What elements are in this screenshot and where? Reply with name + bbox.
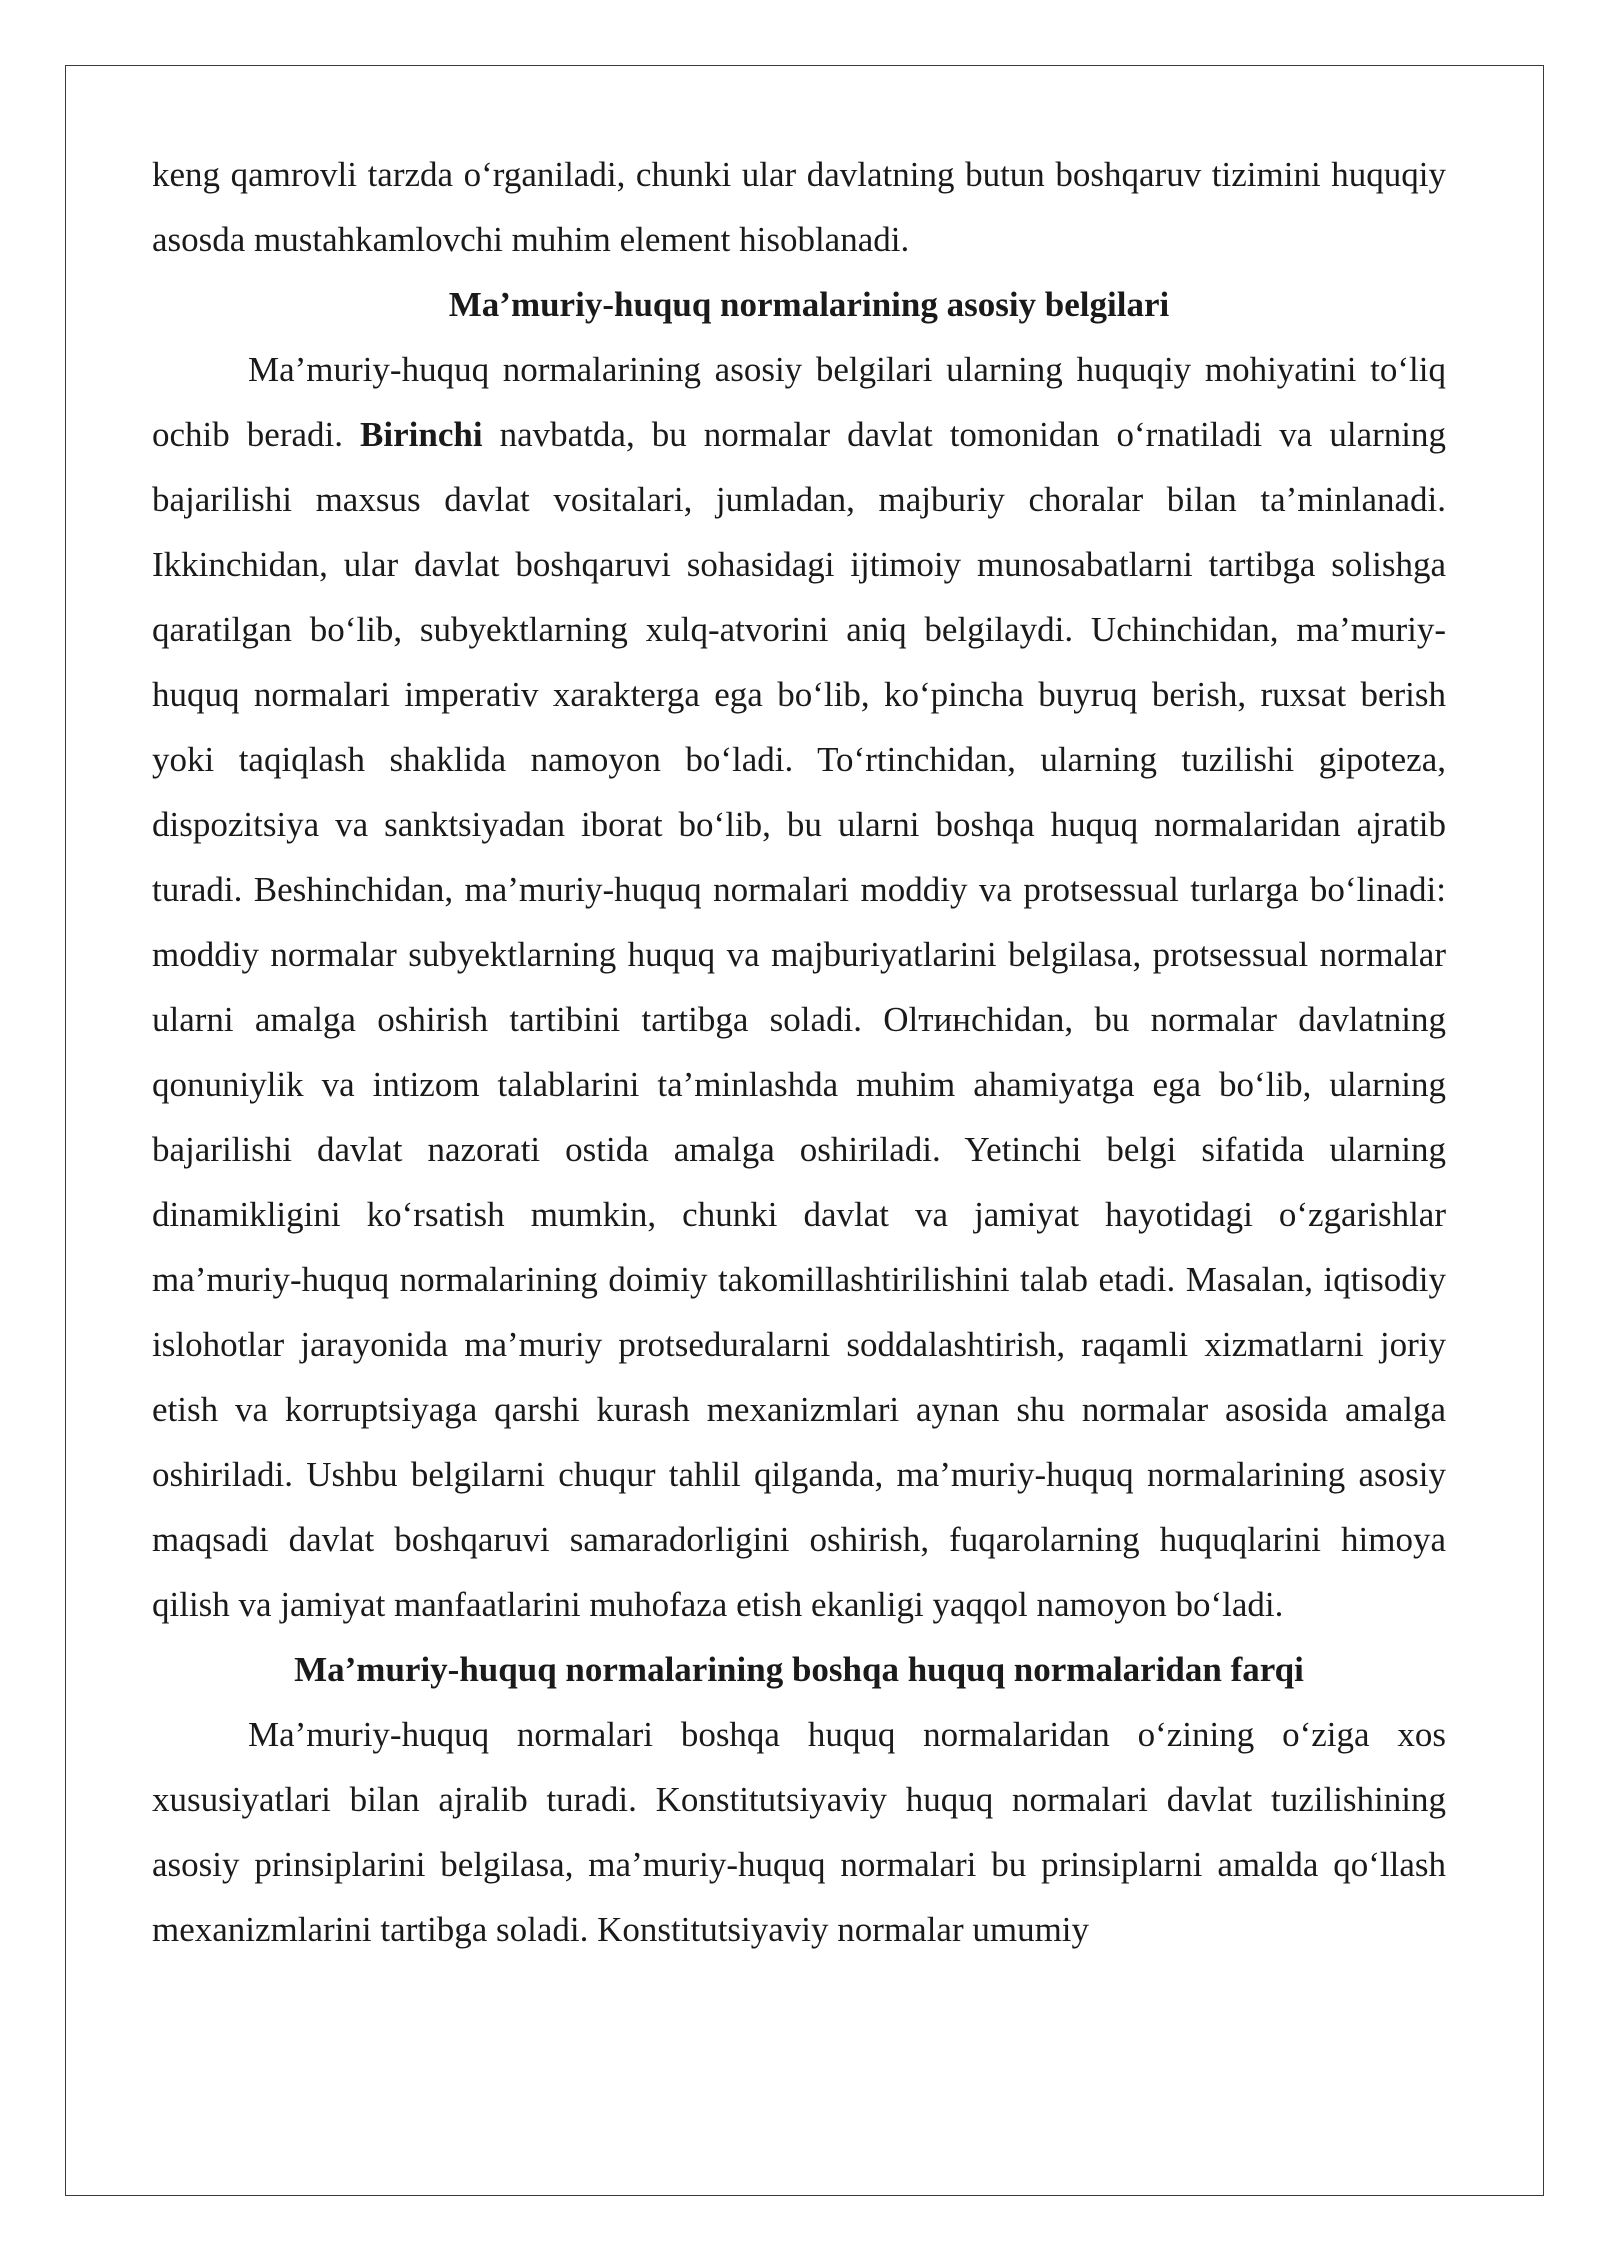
- section-heading-main-features: Ma’muriy-huquq normalarining asosiy belgilari: [448, 285, 1170, 324]
- main-features-paragraph: [152, 337, 1446, 1637]
- bold-term-birinchi: Birinchi: [360, 415, 483, 454]
- paragraph-text-rest: navbatda, bu normalar davlat tomonidan o‘rnatiladi va ularning bajarilishi maxsus davlat vositalari, jumladan, majburiy choralar bilan ta’minlanadi. Ikkinchidan, ular davlat boshqaruvi sohasidagi ijtimoiy munosabatlarni tartibga solishga qaratilgan bo‘lib, subyektlarning xulq-atvorini aniq belgilaydi. Uchinchidan, ma’muriy-huquq normalari imperativ xarakterga ega bo‘lib, ko‘pincha buyruq berish, ruxsat berish yoki taqiqlash shaklida namoyon bo‘ladi. To‘rtinchidan, ularning tuzilishi gipoteza, dispozitsiya va sanktsiyadan iborat bo‘lib, bu ularni boshqa huquq normalaridan ajratib turadi. Beshinchidan, ma’muriy-huquq normalari moddiy va protsessual turlarga bo‘linadi: moddiy normalar subyektlarning huquq va majburiyatlarini belgilasa, protsessual normalar ularni amalga oshirish tartibini tartibga soladi. Olтинchidan, bu normalar davlatning qonuniylik va intizom talablarini ta’minlashda muhim ahamiyatga ega bo‘lib, ularning bajarilishi davlat nazorati ostida amalga oshiriladi. Yetinchi belgi sifatida ularning dinamikligini ko‘rsatish mumkin, chunki davlat va jamiyat hayotidagi o‘zgarishlar ma’muriy-huquq normalarining doimiy takomillashtirilishini talab etadi. Masalan, iqtisodiy islohotlar jarayonida ma’muriy protseduralarni soddalashtirish, raqamli xizmatlarni joriy etish va korruptsiyaga qarshi kurash mexanizmlari aynan shu normalar asosida amalga oshiriladi. Ushbu belgilarni chuqur tahlil qilganda, ma’muriy-huquq normalarining asosiy maqsadi davlat boshqaruvi samaradorligini oshirish, fuqarolarning huquqlarini himoya qilish va jamiyat manfaatlarini muhofaza etish ekanligi yaqqol namoyon bo‘ladi.: [152, 415, 1446, 1624]
- document-body: [152, 142, 1446, 1962]
- differences-paragraph: Ma’muriy-huquq normalari boshqa huquq normalaridan o‘zining o‘ziga xos xususiyatlari bilan ajralib turadi. Konstitutsiyaviy huquq normalari davlat tuzilishining asosiy prinsiplarini belgilasa, ma’muriy-huquq normalari bu prinsiplarni amalda qo‘llash mexanizmlarini tartibga soladi. Konstitutsiyaviy normalar umumiy: [152, 1715, 1446, 1949]
- paragraph-text-start: Ma’muriy-huquq normalarining asosiy belgilari ularning huquqiy mohiyatini to‘liq ochib beradi.: [152, 350, 1446, 454]
- intro-paragraph: keng qamrovli tarzda o‘rganiladi, chunki ular davlatning butun boshqaruv tizimini huquqiy asosda mustahkamlovchi muhim element hisoblanadi.: [152, 155, 1446, 259]
- section-heading-differences: Ma’muriy-huquq normalarining boshqa huquq normalaridan farqi: [294, 1650, 1304, 1689]
